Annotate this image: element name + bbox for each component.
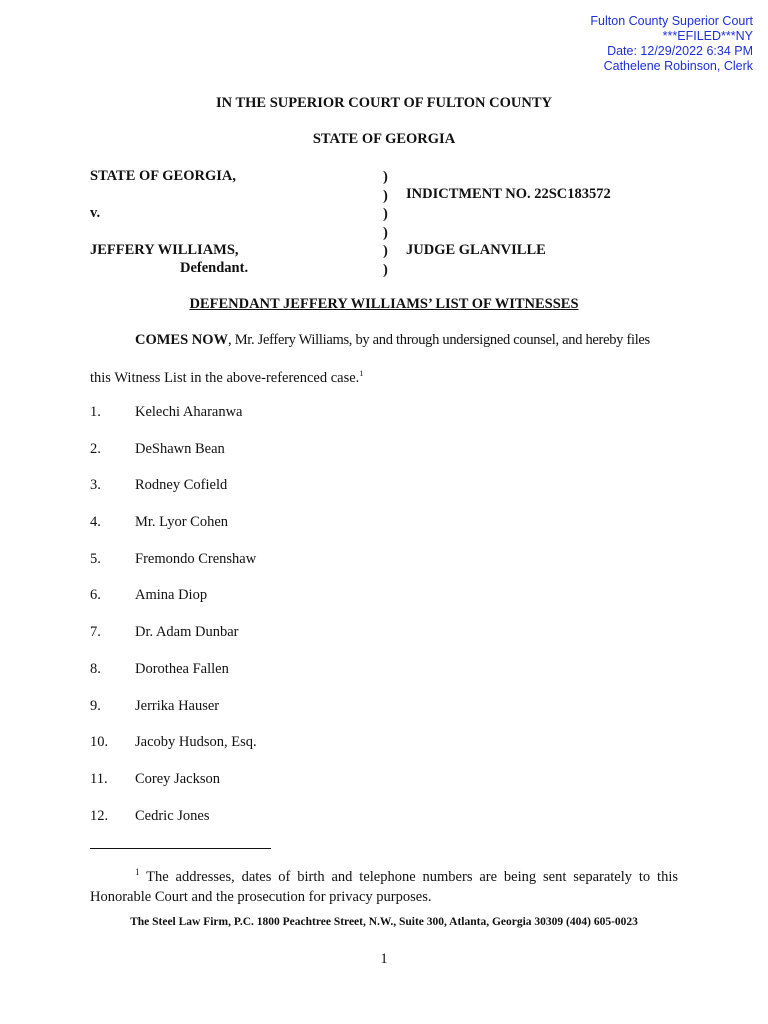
list-item [90, 661, 257, 698]
footnote [90, 862, 678, 907]
intro-line-1 [135, 332, 650, 349]
list-item [90, 477, 257, 514]
stamp-efiled: ***EFILED***NY [662, 29, 753, 43]
witness-number: 8. [90, 660, 101, 677]
witness-name: DeShawn Bean [135, 440, 225, 457]
caption-defendant-role: Defendant. [180, 260, 249, 276]
stamp-date: Date: 12/29/2022 6:34 PM [607, 44, 753, 58]
witness-name: Fremondo Crenshaw [135, 550, 257, 567]
witness-name: Dorothea Fallen [135, 660, 229, 677]
list-item [90, 514, 257, 551]
stamp-court: Fulton County Superior Court [590, 14, 753, 28]
witness-number: 1. [90, 404, 101, 420]
witness-name: Jacoby Hudson, Esq. [135, 734, 257, 751]
intro-line-2 [90, 369, 363, 387]
list-item [90, 771, 257, 808]
witness-number: 2. [90, 440, 101, 457]
witness-name: Mr. Lyor Cohen [135, 514, 229, 531]
indictment-number: INDICTMENT NO. 22SC183572 [406, 186, 611, 202]
witness-number: 5. [90, 550, 101, 567]
witness-number: 12. [90, 807, 109, 824]
list-item [90, 734, 257, 771]
caption-paren: ) [383, 169, 388, 185]
footnote-marker: 1 [135, 867, 140, 877]
footnote-text: The addresses, dates of birth and telephone numbers are being sent separately to this Honorable Court and the prosecution for privacy purposes. [90, 868, 678, 905]
witness-name: Cedric Jones [135, 807, 210, 824]
list-item [90, 698, 257, 735]
witness-name: Dr. Adam Dunbar [135, 624, 239, 641]
list-item [90, 404, 257, 441]
witness-name: Kelechi Aharanwa [135, 404, 243, 420]
witness-number: 6. [90, 587, 101, 604]
witness-name: Amina Diop [135, 587, 208, 604]
caption-paren: ) [383, 206, 388, 222]
witness-list [90, 404, 257, 844]
list-item [90, 624, 257, 661]
document-heading: DEFENDANT JEFFERY WILLIAMS’ LIST OF WITNESSES [189, 296, 579, 312]
witness-number: 7. [90, 624, 101, 641]
intro-lead: COMES NOW [135, 332, 229, 348]
list-item [90, 808, 257, 845]
firm-letterhead: The Steel Law Firm, P.C. 1800 Peachtree Street, N.W., Suite 300, Atlanta, Georgia 30309 (404) 605-0023 [130, 916, 638, 928]
witness-name: Corey Jackson [135, 770, 220, 787]
caption-paren: ) [383, 261, 388, 278]
caption-paren: ) [383, 187, 388, 204]
caption-defendant-name: JEFFERY WILLIAMS, [90, 242, 239, 258]
witness-number: 10. [90, 734, 109, 751]
intro-rest: , Mr. Jeffery Williams, by and through undersigned counsel, and hereby files [228, 332, 650, 348]
caption-paren: ) [383, 224, 388, 241]
footnote-reference: 1 [359, 369, 364, 378]
witness-name: Jerrika Hauser [135, 697, 220, 714]
stamp-clerk: Cathelene Robinson, Clerk [603, 59, 753, 73]
page-number: 1 [380, 951, 388, 967]
footnote-divider [90, 848, 271, 849]
intro-line2-text: this Witness List in the above-referenced case. [90, 369, 360, 386]
caption-versus: v. [90, 205, 101, 221]
witness-number: 3. [90, 477, 101, 494]
state-title: STATE OF GEORGIA [312, 131, 456, 147]
court-title: IN THE SUPERIOR COURT OF FULTON COUNTY [215, 95, 552, 111]
list-item [90, 551, 257, 588]
witness-number: 9. [90, 697, 101, 714]
judge-name: JUDGE GLANVILLE [406, 242, 546, 258]
witness-number: 11. [90, 770, 108, 787]
efiling-stamp [590, 14, 753, 74]
list-item [90, 441, 257, 478]
caption-parentheses [383, 168, 388, 279]
list-item [90, 587, 257, 624]
witness-number: 4. [90, 514, 101, 531]
caption-paren: ) [383, 243, 388, 259]
witness-name: Rodney Cofield [135, 477, 228, 494]
caption-plaintiff: STATE OF GEORGIA, [90, 168, 236, 184]
